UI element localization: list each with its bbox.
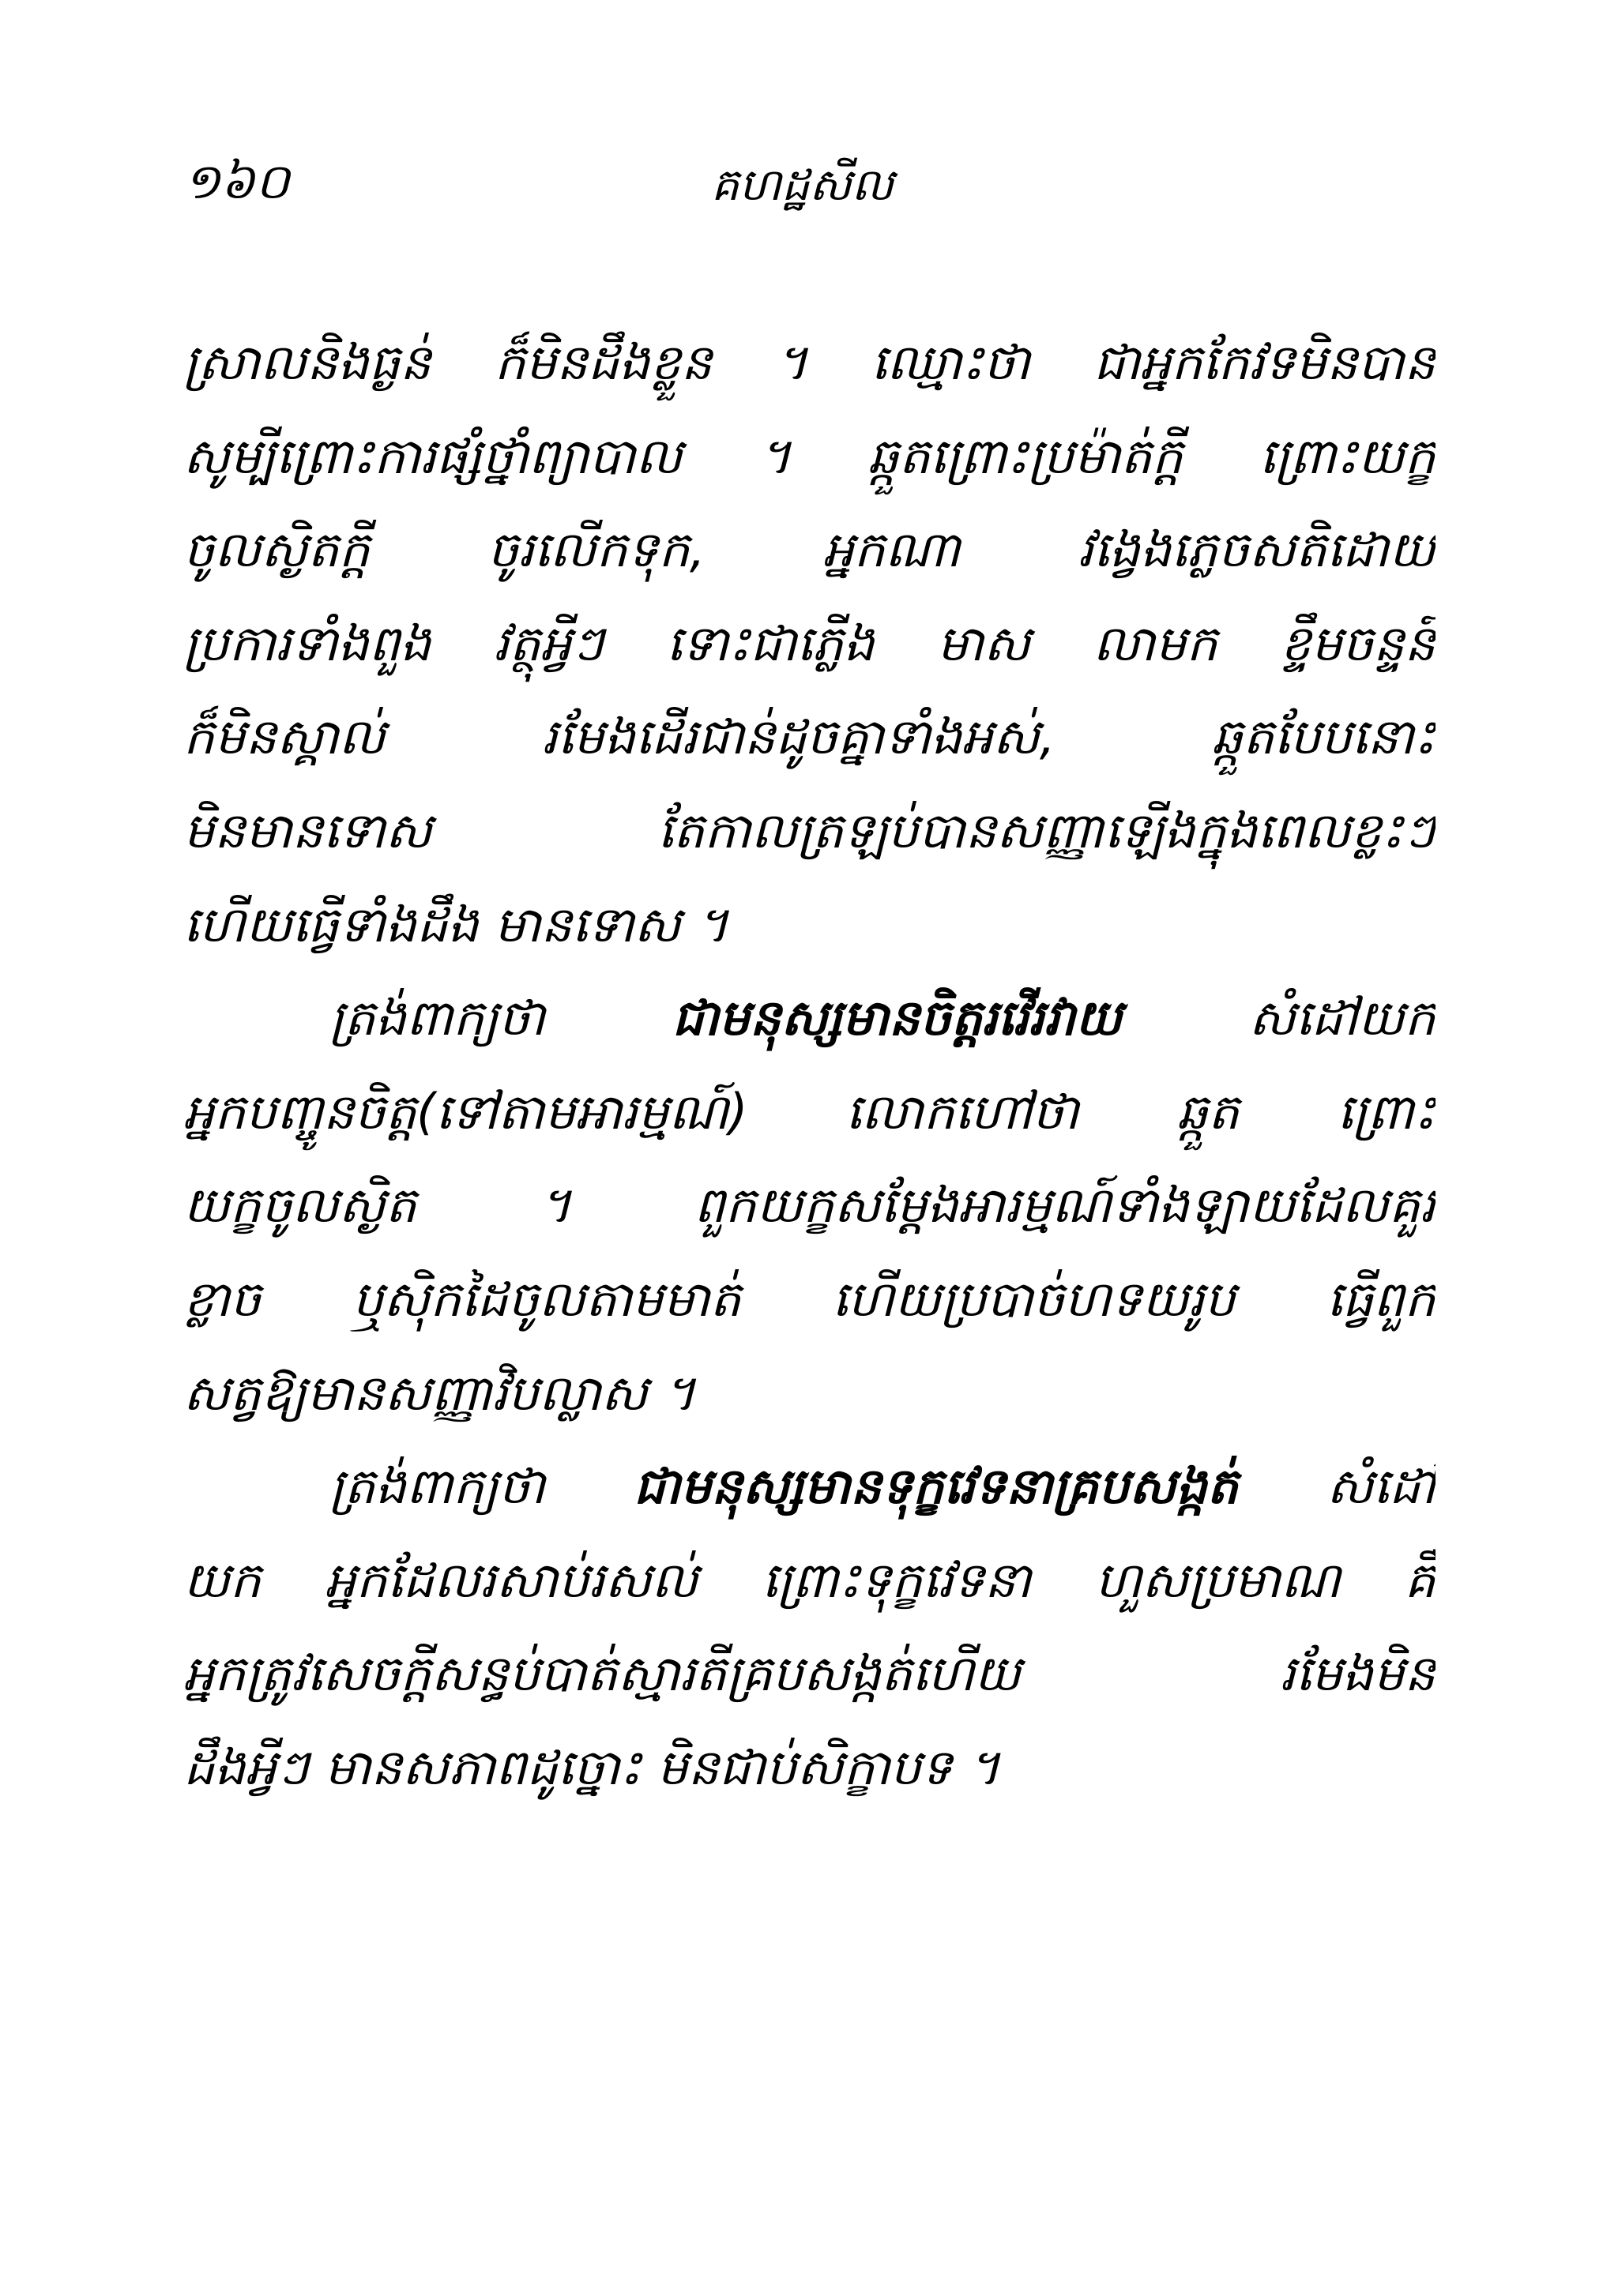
text-line: សូម្បីព្រោះការផ្សំថ្នាំព្យាបាល ។ ឆ្កួតព្រោះប្រម៉ាត់ក្ដី ព្រោះយក្ខ [183, 427, 1436, 485]
text-line: យក អ្នកដែលរសាប់រសល់ ព្រោះទុក្ខវេទនា ហួសប្រមាណ គឺ [183, 1550, 1436, 1609]
text-line: ស្រាលនិងធ្ងន់ ក៏មិនដឹងខ្លួន ។ ឈ្មោះថា ជាអ្នកកែវទមិនបាន [183, 333, 1436, 391]
text-run: សំដៅយក [1248, 989, 1436, 1047]
text-line: អ្នកបញ្ចូនចិត្ត(ទៅតាមអារម្មណ៍) លោកហៅថា ឆ្កួត ព្រោះ [183, 1082, 1436, 1140]
text-run: សំដៅ [1326, 1457, 1436, 1516]
text-line: ក៏មិនស្គាល់ រមែងដើរជាន់ដូចគ្នាទាំងអស់, ឆ្កួតបែបនោះ [183, 708, 1436, 766]
text-line: ហើយធ្វើទាំងដឹង មានទោស ។ [183, 895, 729, 953]
text-line: ខ្លាច ឬស៊ិកដៃចូលតាមមាត់ ហើយប្របាច់ហទយរូប ធ្វើពួក [183, 1269, 1436, 1328]
paragraph-first-line [183, 1440, 1436, 1534]
text-line: យក្ខចូលស្ងិត ។ ពួកយក្ខសម្ដែងអារម្មណ៍ទាំងឡាយដែលគួរ [183, 1176, 1436, 1234]
text-line: សត្វឱ្យមានសញ្ញាវិបល្លាស ។ [183, 1363, 696, 1422]
text-line: អ្នកត្រូវសេចក្ដីសន្ធប់បាត់ស្មារតីគ្របសង្កត់ហើយ រមែងមិន [183, 1644, 1436, 1703]
text-run: ត្រង់ពាក្យថា [329, 989, 546, 1047]
text-line: ចូលស្ងិតក្ដី ចូរលើកទុក, អ្នកណា វង្វេងភ្លេចសតិដោយ [183, 520, 1436, 579]
page-number: ១៦០ [183, 152, 290, 210]
bold-term: ជាមនុស្សមានទុក្ខវេទនាគ្របសង្កត់ [634, 1457, 1239, 1516]
running-title: គហដ្ឋសីល [711, 160, 894, 211]
text-line: មិនមានទោស តែកាលត្រឡប់បានសញ្ញាឡើងក្នុងពេលខ្លះៗ [183, 801, 1436, 859]
body-text [183, 316, 1436, 1815]
paragraph-first-line [183, 971, 1436, 1065]
text-line: ប្រការទាំងពួង វត្ថុអ្វីៗ ទោះជាភ្លើង មាស លាមក ខ្ទឹមចន្ទន៍ [183, 614, 1436, 672]
text-line: ដឹងអ្វីៗ មានសភាពដូច្នោះ មិនជាប់សិក្ខាបទ ។ [183, 1738, 1000, 1796]
bold-term: ជាមនុស្សមានចិត្តរវើរវាយ [672, 989, 1123, 1047]
text-run: ត្រង់ពាក្យថា [329, 1457, 546, 1516]
